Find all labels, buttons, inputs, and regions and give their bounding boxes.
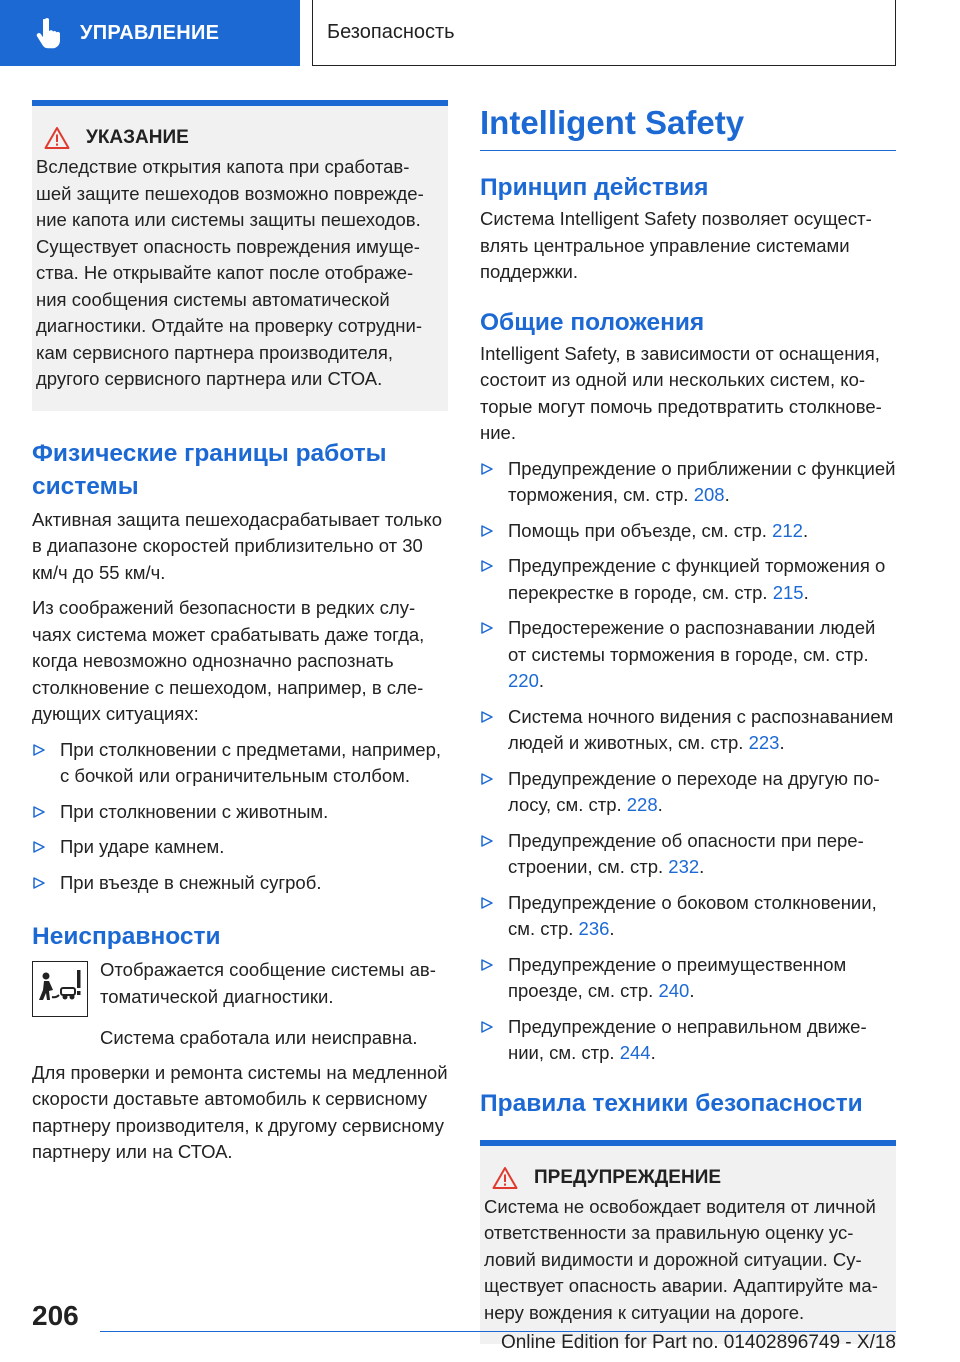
list-item: Предупреждение о преимущественном проезде, см. стр. 240.: [480, 952, 896, 1005]
warning-triangle-icon: [492, 1166, 518, 1190]
page-link[interactable]: 220: [508, 670, 539, 691]
notice-box: [32, 100, 448, 411]
list-item: Предостережение о распознавании людей от системы торможения в городе, см. стр. 220.: [480, 615, 896, 695]
warning-heading: ПРЕДУПРЕЖДЕНИЕ: [534, 1166, 722, 1188]
notice-header: [36, 126, 436, 150]
general-heading: Общие положения: [480, 308, 705, 336]
footer-edition: Online Edition for Part no. 01402896749 - X/18: [500, 1332, 896, 1353]
list-item: Предупреждение с функцией торможения о перекрестке в городе, см. стр. 215.: [480, 553, 896, 606]
page-link[interactable]: 236: [578, 918, 610, 939]
list-item: При столкновении с предметами, например, с бочкой или ограничительным столбом.: [32, 737, 448, 790]
warning-box: [480, 1140, 896, 1345]
limits-heading: Физические границы работы системы: [32, 439, 387, 500]
triangle-bullet-icon: [32, 743, 46, 757]
list-item: Предупреждение о переходе на другую полосу, см. стр. 228.: [480, 766, 896, 819]
page-number: 206: [32, 1300, 79, 1331]
chapter-title: Intelligent Safety: [480, 104, 745, 141]
triangle-bullet-icon: [32, 876, 46, 890]
triangle-bullet-icon: [480, 896, 494, 910]
limits-paragraph-1: Активная защита пешеходасрабатывает только в диапазоне скоростей приблизительно от 30 км/ч до 55 км/ч.: [32, 508, 443, 583]
chapter-title-block: [480, 100, 896, 151]
section-tab-label: УПРАВЛЕНИЕ: [80, 21, 220, 44]
warning-triangle-icon: [44, 126, 70, 150]
notice-heading: УКАЗАНИЕ: [86, 127, 189, 148]
list-item: Предупреждение об опасности при перестроении, см. стр. 232.: [480, 828, 896, 881]
list-item: Предупреждение о неправильном движении, см. стр. 244.: [480, 1014, 896, 1067]
warning-text: Система не освобождает водителя от личной ответственности за правильную оценку условий видимости и дорожной ситуации. Существует опасность аварии. Адаптируйте манеру вождения к ситуации на дороге.: [484, 1195, 878, 1323]
triangle-bullet-icon: [32, 840, 46, 854]
page-link[interactable]: 212: [772, 519, 803, 541]
triangle-bullet-icon: [480, 559, 494, 573]
principle-text: Система Intelligent Safety позволяет осуществлять центральное управление системами поддержки.: [480, 208, 872, 282]
triangle-bullet-icon: [480, 958, 494, 972]
page-header-title-text: Безопасность: [327, 21, 455, 43]
general-text: Intelligent Safety, в зависимости от оснащения, состоит из одной или нескольких систем, которые могут помочь предотвратить столкновение.: [480, 342, 882, 443]
page-link[interactable]: 223: [748, 732, 780, 753]
warning-header: [484, 1166, 884, 1190]
triangle-bullet-icon: [480, 621, 494, 635]
page-link[interactable]: 240: [658, 980, 690, 1001]
left-column: [32, 100, 448, 1166]
fault-message-row: [32, 957, 448, 1017]
list-item: При ударе камнем.: [32, 834, 448, 861]
limits-paragraph-2: Из соображений безопасности в редких случаях система может срабатывать даже тогда, когда невозможно однозначно распознать столкновение с пешеходом, например, в следующих ситуациях:: [32, 597, 425, 724]
page-header-title: [312, 0, 896, 66]
fault-message-1: Отображается сообщение системы автоматической диагностики.: [100, 959, 436, 1007]
triangle-bullet-icon: [480, 462, 494, 476]
list-item: Предупреждение о приближении с функцией торможения, см. стр. 208.: [480, 456, 896, 509]
systems-list: [480, 456, 896, 1067]
triangle-bullet-icon: [480, 772, 494, 786]
triangle-bullet-icon: [480, 834, 494, 848]
page-link[interactable]: 232: [668, 856, 700, 877]
faults-heading: Неисправности: [32, 923, 221, 950]
faults-paragraph: Для проверки и ремонта системы на медленной скорости доставьте автомобиль к сервисному партнеру производителя, к другому сервисному партнеру или на СТОА.: [32, 1061, 448, 1162]
section-tab[interactable]: [0, 0, 300, 66]
limits-list: [32, 737, 448, 897]
list-item: Система ночного видения с распознаванием людей и животных, см. стр. 223.: [480, 704, 896, 757]
list-item: При въезде в снежный сугроб.: [32, 870, 448, 897]
triangle-bullet-icon: [480, 1020, 494, 1034]
safety-heading: Правила техники безопасности: [480, 1089, 863, 1117]
principle-heading: Принцип действия: [480, 174, 709, 201]
fault-message-2: Система сработала или неисправна.: [100, 1027, 418, 1048]
list-item: При столкновении с животным.: [32, 799, 448, 826]
pedestrian-collision-warning-icon: [32, 961, 88, 1017]
triangle-bullet-icon: [32, 805, 46, 819]
triangle-bullet-icon: [480, 524, 494, 538]
page-link[interactable]: 208: [693, 484, 725, 505]
right-column: [480, 100, 896, 1344]
page-link[interactable]: 215: [772, 581, 804, 603]
notice-text: Вследствие открытия капота при сработавшей защите пешеходов возможно повреждение капота или системы защиты пешеходов. Существует опасность повреждения имущества. Не открывайте капот после отображения сообщения системы автоматической диагностики. Отдайте на проверку сотрудникам сервисного партнера производителя, другого сервисного партнера или СТОА.: [36, 156, 424, 389]
list-item: Помощь при объезде, см. стр. 212.: [480, 518, 896, 545]
page-link[interactable]: 228: [626, 794, 658, 815]
triangle-bullet-icon: [480, 710, 494, 724]
list-item: Предупреждение о боковом столкновении, см. стр. 236.: [480, 890, 896, 943]
page-link[interactable]: 244: [619, 1042, 651, 1063]
hand-pointer-icon: [30, 13, 70, 53]
